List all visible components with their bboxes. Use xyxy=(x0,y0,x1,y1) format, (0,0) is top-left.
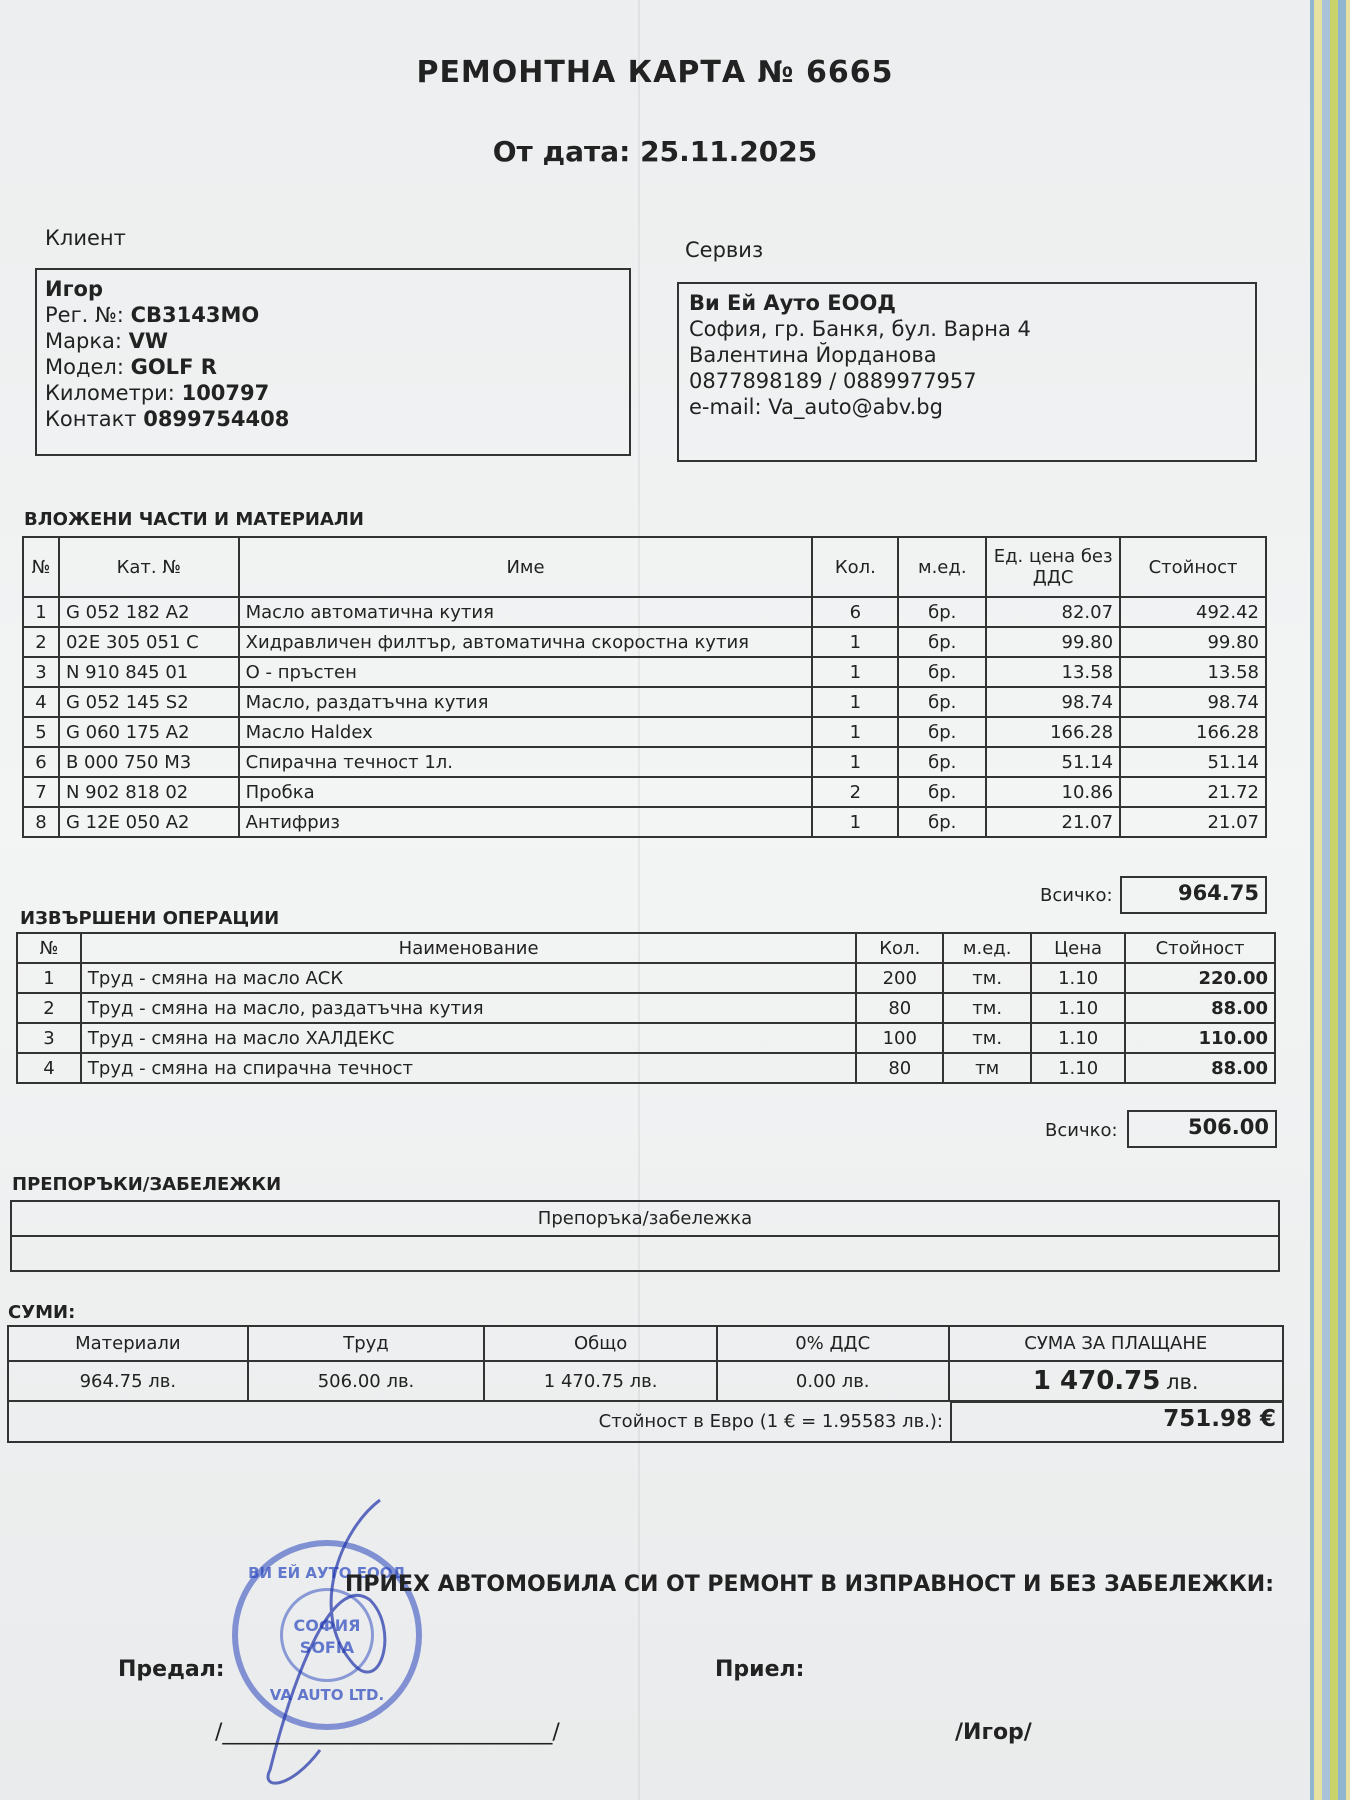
part-name: Масло, раздатъчна кутия xyxy=(239,687,813,717)
part-catalog: G 052 182 A2 xyxy=(59,597,239,627)
part-unit: бр. xyxy=(898,627,986,657)
part-amount: 13.58 xyxy=(1120,657,1266,687)
part-unit-price: 51.14 xyxy=(986,747,1120,777)
sums-value-row xyxy=(8,1361,1283,1401)
part-qty: 1 xyxy=(812,717,898,747)
contact-value: 0899754408 xyxy=(143,407,290,431)
operations-section-title: ИЗВЪРШЕНИ ОПЕРАЦИИ xyxy=(20,908,280,929)
service-label: Сервиз xyxy=(685,238,764,262)
op-number: 1 xyxy=(17,963,81,993)
sums-total-value: 1 470.75 лв. xyxy=(484,1361,717,1401)
make-label: Марка: xyxy=(45,329,122,353)
parts-row xyxy=(23,627,1266,657)
date-value: 25.11.2025 xyxy=(640,135,818,168)
part-catalog: G 052 145 S2 xyxy=(59,687,239,717)
part-amount: 99.80 xyxy=(1120,627,1266,657)
part-qty: 1 xyxy=(812,687,898,717)
operations-total-value: 506.00 xyxy=(1127,1110,1277,1148)
sums-payment-value: 1 470.75 xyxy=(1032,1366,1161,1396)
sums-payment-unit: лв. xyxy=(1166,1370,1199,1394)
stamp-top-text: ВИ ЕЙ АУТО ЕООД xyxy=(248,1564,406,1582)
notes-text xyxy=(11,1236,1279,1271)
part-number: 4 xyxy=(23,687,59,717)
received-label: Приел: xyxy=(715,1657,805,1682)
part-qty: 1 xyxy=(812,627,898,657)
part-name: Хидравличен филтър, автоматична скоростна кутия xyxy=(239,627,813,657)
operation-row xyxy=(17,1023,1275,1053)
handed-label: Предал: xyxy=(118,1657,225,1682)
op-col-amount: Стойност xyxy=(1125,933,1275,963)
reg-value: СВ3143МО xyxy=(130,303,260,327)
part-unit-price: 10.86 xyxy=(986,777,1120,807)
service-person: Валентина Йорданова xyxy=(689,343,937,367)
notes-table xyxy=(10,1200,1280,1272)
col-unit: м.ед. xyxy=(898,537,986,597)
reg-label: Рег. №: xyxy=(45,303,124,327)
parts-total-value: 964.75 xyxy=(1120,876,1267,914)
parts-row xyxy=(23,717,1266,747)
op-col-number: № xyxy=(17,933,81,963)
op-name: Труд - смяна на масло, раздатъчна кутия xyxy=(81,993,856,1023)
op-amount: 110.00 xyxy=(1125,1023,1275,1053)
model-label: Модел: xyxy=(45,355,124,379)
op-amount: 88.00 xyxy=(1125,993,1275,1023)
part-qty: 6 xyxy=(812,597,898,627)
service-address: София, гр. Банкя, бул. Варна 4 xyxy=(689,317,1031,341)
part-number: 5 xyxy=(23,717,59,747)
op-number: 2 xyxy=(17,993,81,1023)
client-label: Клиент xyxy=(45,226,126,250)
part-name: Антифриз xyxy=(239,807,813,837)
stamp-mid-text-1: СОФИЯ xyxy=(293,1616,361,1635)
part-amount: 21.07 xyxy=(1120,807,1266,837)
parts-row xyxy=(23,657,1266,687)
part-unit-price: 166.28 xyxy=(986,717,1120,747)
operation-row xyxy=(17,963,1275,993)
part-number: 8 xyxy=(23,807,59,837)
notes-header: Препоръка/забележка xyxy=(11,1201,1279,1236)
op-amount: 220.00 xyxy=(1125,963,1275,993)
sums-col-total: Общо xyxy=(484,1326,717,1361)
parts-row xyxy=(23,687,1266,717)
operations-table-body xyxy=(17,963,1275,1083)
part-qty: 1 xyxy=(812,747,898,777)
part-catalog: 02E 305 051 C xyxy=(59,627,239,657)
stamp-mid-text-2: SOFIA xyxy=(299,1638,355,1657)
parts-table-body xyxy=(23,597,1266,837)
op-col-unit: м.ед. xyxy=(943,933,1031,963)
part-unit-price: 82.07 xyxy=(986,597,1120,627)
sums-materials-value: 964.75 лв. xyxy=(8,1361,248,1401)
service-box xyxy=(677,282,1257,462)
part-unit: бр. xyxy=(898,747,986,777)
sums-labour-value: 506.00 лв. xyxy=(248,1361,485,1401)
part-unit-price: 21.07 xyxy=(986,807,1120,837)
part-catalog: N 902 818 02 xyxy=(59,777,239,807)
received-signature: /Игор/ xyxy=(955,1720,1032,1745)
part-amount: 492.42 xyxy=(1120,597,1266,627)
col-name: Име xyxy=(239,537,813,597)
col-catalog: Кат. № xyxy=(59,537,239,597)
make-value: VW xyxy=(128,329,169,353)
parts-section-title: ВЛОЖЕНИ ЧАСТИ И МАТЕРИАЛИ xyxy=(24,509,364,530)
part-qty: 2 xyxy=(812,777,898,807)
sums-col-materials: Материали xyxy=(8,1326,248,1361)
op-amount: 88.00 xyxy=(1125,1053,1275,1083)
date-label: От дата: xyxy=(492,135,631,168)
part-unit: бр. xyxy=(898,717,986,747)
km-label: Километри: xyxy=(45,381,175,405)
part-amount: 166.28 xyxy=(1120,717,1266,747)
client-name: Игор xyxy=(45,277,104,301)
operation-row xyxy=(17,993,1275,1023)
document-date xyxy=(0,135,1310,168)
part-number: 1 xyxy=(23,597,59,627)
stamp-bottom-text: VA AUTO LTD. xyxy=(269,1686,385,1704)
euro-value: 751.98 € xyxy=(950,1401,1284,1443)
km-value: 100797 xyxy=(181,381,270,405)
euro-label: Стойност в Евро (1 € = 1.95583 лв.): xyxy=(598,1411,943,1432)
col-amount: Стойност xyxy=(1120,537,1266,597)
op-name: Труд - смяна на масло ХАЛДЕКС xyxy=(81,1023,856,1053)
part-name: Спирачна течност 1л. xyxy=(239,747,813,777)
op-unit: тм. xyxy=(943,993,1031,1023)
parts-header-row xyxy=(23,537,1266,597)
op-col-qty: Кол. xyxy=(856,933,943,963)
part-catalog: G 060 175 A2 xyxy=(59,717,239,747)
part-unit: бр. xyxy=(898,777,986,807)
col-qty: Кол. xyxy=(812,537,898,597)
declaration-text: ПРИЕХ АВТОМОБИЛА СИ ОТ РЕМОНТ В ИЗПРАВНОСТ И БЕЗ ЗАБЕЛЕЖКИ: xyxy=(345,1572,1275,1597)
op-unit: тм. xyxy=(943,963,1031,993)
part-number: 2 xyxy=(23,627,59,657)
sums-table xyxy=(7,1325,1284,1402)
sums-payment-cell xyxy=(949,1361,1284,1401)
client-box xyxy=(35,268,631,456)
handed-signature-line: /______________________________/ xyxy=(215,1720,560,1745)
op-price: 1.10 xyxy=(1031,1023,1125,1053)
part-unit-price: 13.58 xyxy=(986,657,1120,687)
part-amount: 51.14 xyxy=(1120,747,1266,777)
op-price: 1.10 xyxy=(1031,963,1125,993)
sums-vat-value: 0.00 лв. xyxy=(717,1361,949,1401)
op-qty: 80 xyxy=(856,993,943,1023)
service-email: e-mail: Va_auto@abv.bg xyxy=(689,395,943,419)
model-value: GOLF R xyxy=(130,355,217,379)
part-number: 3 xyxy=(23,657,59,687)
sums-section-title: СУМИ: xyxy=(8,1302,76,1323)
parts-row xyxy=(23,807,1266,837)
document-title: РЕМОНТНА КАРТА № 6665 xyxy=(416,55,894,90)
parts-row xyxy=(23,747,1266,777)
contact-label: Контакт xyxy=(45,407,137,431)
part-number: 6 xyxy=(23,747,59,777)
part-unit: бр. xyxy=(898,657,986,687)
op-unit: тм xyxy=(943,1053,1031,1083)
parts-row xyxy=(23,777,1266,807)
signature-handwritten xyxy=(230,1490,450,1800)
op-name: Труд - смяна на масло АСК xyxy=(81,963,856,993)
part-name: О - пръстен xyxy=(239,657,813,687)
op-qty: 80 xyxy=(856,1053,943,1083)
sums-col-payment: СУМА ЗА ПЛАЩАНЕ xyxy=(949,1326,1284,1361)
op-number: 3 xyxy=(17,1023,81,1053)
part-amount: 21.72 xyxy=(1120,777,1266,807)
notes-section-title: ПРЕПОРЪКИ/ЗАБЕЛЕЖКИ xyxy=(12,1174,282,1195)
part-catalog: N 910 845 01 xyxy=(59,657,239,687)
service-name: Ви Ей Ауто ЕООД xyxy=(689,291,897,315)
part-catalog: G 12E 050 A2 xyxy=(59,807,239,837)
part-unit-price: 99.80 xyxy=(986,627,1120,657)
paper-fold xyxy=(638,0,640,1800)
parts-row xyxy=(23,597,1266,627)
part-qty: 1 xyxy=(812,807,898,837)
part-qty: 1 xyxy=(812,657,898,687)
operations-header-row xyxy=(17,933,1275,963)
op-price: 1.10 xyxy=(1031,1053,1125,1083)
col-number: № xyxy=(23,537,59,597)
op-qty: 200 xyxy=(856,963,943,993)
part-name: Масло Haldex xyxy=(239,717,813,747)
sums-col-labour: Труд xyxy=(248,1326,485,1361)
col-unit-price: Ед. цена без ДДС xyxy=(986,537,1120,597)
op-unit: тм. xyxy=(943,1023,1031,1053)
op-col-name: Наименование xyxy=(81,933,856,963)
part-name: Масло автоматична кутия xyxy=(239,597,813,627)
sums-header-row xyxy=(8,1326,1283,1361)
part-unit: бр. xyxy=(898,807,986,837)
operation-row xyxy=(17,1053,1275,1083)
operations-table xyxy=(16,932,1276,1084)
op-qty: 100 xyxy=(856,1023,943,1053)
parts-table xyxy=(22,536,1267,838)
op-name: Труд - смяна на спирачна течност xyxy=(81,1053,856,1083)
parts-total-label: Всичко: xyxy=(1040,885,1113,906)
service-phones: 0877898189 / 0889977957 xyxy=(689,369,977,393)
euro-row xyxy=(7,1401,951,1443)
operations-total-label: Всичко: xyxy=(1045,1120,1118,1141)
op-col-price: Цена xyxy=(1031,933,1125,963)
part-amount: 98.74 xyxy=(1120,687,1266,717)
sums-col-vat: 0% ДДС xyxy=(717,1326,949,1361)
part-unit-price: 98.74 xyxy=(986,687,1120,717)
op-price: 1.10 xyxy=(1031,993,1125,1023)
part-number: 7 xyxy=(23,777,59,807)
op-number: 4 xyxy=(17,1053,81,1083)
part-unit: бр. xyxy=(898,687,986,717)
part-catalog: B 000 750 M3 xyxy=(59,747,239,777)
part-unit: бр. xyxy=(898,597,986,627)
part-name: Пробка xyxy=(239,777,813,807)
